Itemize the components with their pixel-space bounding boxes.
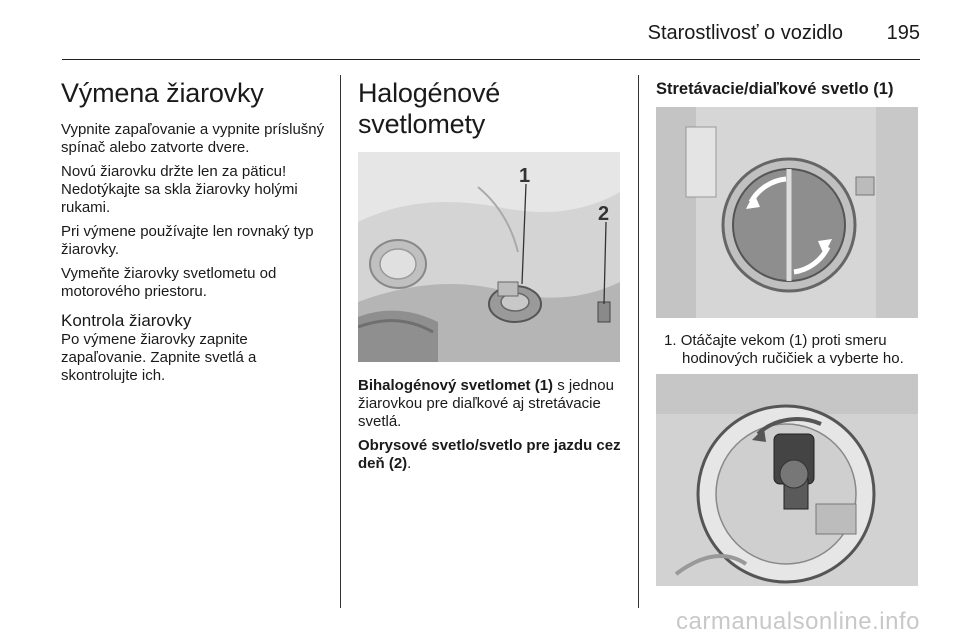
paragraph: Po výmene žiarovky zapnite zapaľovanie. Zapnite svetlá a skontrolujte ich. — [61, 331, 257, 384]
bulb-illustration — [656, 374, 918, 586]
cover-drawing — [656, 107, 918, 318]
step-1 — [656, 332, 922, 368]
paragraph: Vymeňte žiarovky svetlometu od motorového priestoru. — [61, 265, 277, 300]
item-2-label: Obrysové svetlo/svetlo pre jazdu cez deň (2) — [358, 437, 621, 472]
paragraph: Vypnite zapaľovanie a vypnite príslušný spínač alebo zatvorte dvere. — [61, 121, 325, 156]
item-1-label: Bihalogénový svetlomet (1) — [358, 377, 554, 394]
callout-2: 2 — [598, 203, 610, 225]
beam-heading: Stretávacie/diaľkové svetlo (1) — [656, 80, 894, 98]
watermark: carmanualsonline.info — [676, 608, 920, 635]
step-text: Otáčajte vekom (1) proti smeru hodinových ručičiek a vyberte ho. — [680, 332, 904, 367]
main-heading: Výmena žiarovky — [61, 78, 264, 108]
step-number: 1. — [664, 332, 677, 349]
column-divider-2 — [638, 75, 639, 608]
subheading-bulb-check: Kontrola žiarovky — [61, 311, 192, 330]
item-1-text: s jednou žiarovkou pre diaľkové aj stretávacie svetlá. — [358, 377, 614, 430]
header-rule — [62, 59, 920, 60]
section-title: Starostlivosť o vozidlo — [647, 22, 843, 44]
paragraph: Novú žiarovku držte len za päticu! Nedotýkajte sa skla žiarovky holými rukami. — [61, 163, 298, 216]
item-1-description — [358, 377, 624, 431]
item-2-text: . — [407, 455, 412, 472]
halogen-heading: Halogénové svetlomety — [358, 78, 501, 139]
callout-1: 1 — [519, 165, 531, 187]
item-2-description — [358, 437, 624, 473]
cover-illustration — [656, 107, 918, 318]
headlamp-illustration — [358, 152, 620, 362]
headlamp-drawing — [358, 152, 620, 362]
bulb-drawing — [656, 374, 918, 586]
column-divider-1 — [340, 75, 341, 608]
page-header — [0, 0, 960, 60]
paragraph: Pri výmene používajte len rovnaký typ žiarovky. — [61, 223, 314, 258]
page-number: 195 — [886, 22, 920, 44]
column-halogen-headlamps — [358, 72, 624, 479]
column-low-high-beam — [656, 72, 922, 586]
column-bulb-replacement — [61, 72, 326, 391]
